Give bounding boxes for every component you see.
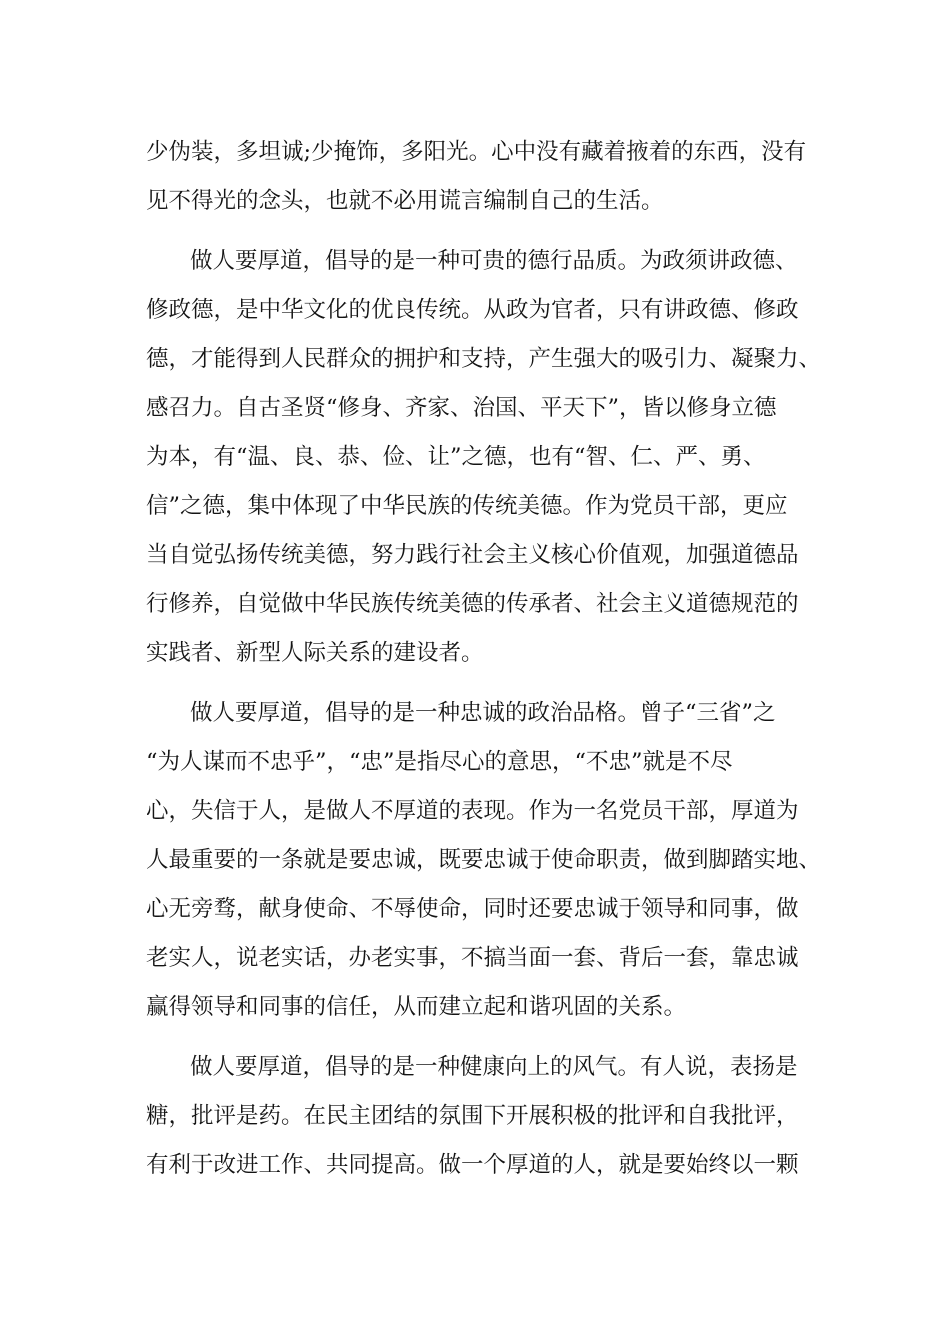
paragraph-1-line-2: 见不得光的念头，也就不必用谎言编制自己的生活。 [146,188,664,214]
paragraph-2-line-5: 为本，有“温、良、恭、俭、让”之德，也有“智、仁、严、勇、 [146,444,766,470]
paragraph-3-line-5: 心无旁骛，献身使命、不辱使命，同时还要忠诚于领导和同事，做 [146,896,799,922]
paragraph-2-line-6: 信”之德，集中体现了中华民族的传统美德。作为党员干部，更应 [146,493,788,519]
paragraph-2-line-8: 行修养，自觉做中华民族传统美德的传承者、社会主义道德规范的 [146,591,799,617]
paragraph-3-line-6: 老实人，说老实话，办老实事，不搞当面一套、背后一套，靠忠诚 [146,945,799,971]
paragraph-3-line-7: 赢得领导和同事的信任，从而建立起和谐巩固的关系。 [146,994,687,1020]
paragraph-2-line-9: 实践者、新型人际关系的建设者。 [146,640,484,666]
paragraph-2-line-2: 修政德，是中华文化的优良传统。从政为官者，只有讲政德、修政 [146,297,799,323]
paragraph-4-line-3: 有利于改进工作、共同提高。做一个厚道的人，就是要始终以一颗 [146,1152,799,1178]
paragraph-2-line-1: 做人要厚道，倡导的是一种可贵的德行品质。为政须讲政德、 [190,248,798,274]
paragraph-3-line-3: 心，失信于人，是做人不厚道的表现。作为一名党员干部，厚道为 [146,798,799,824]
paragraph-2-line-4: 感召力。自古圣贤“修身、齐家、治国、平天下”，皆以修身立德 [146,395,777,421]
paragraph-3-line-4: 人最重要的一条就是要忠诚，既要忠诚于使命职责，做到脚踏实地、 [146,847,822,873]
paragraph-1-line-1: 少伪装，多坦诚;少掩饰，多阳光。心中没有藏着掖着的东西，没有 [146,139,807,165]
paragraph-3-line-2: “为人谋而不忠乎”，“忠”是指尽心的意思，“不忠”就是不尽 [146,749,733,775]
paragraph-4-line-1: 做人要厚道，倡导的是一种健康向上的风气。有人说，表扬是 [190,1054,798,1080]
paragraph-4-line-2: 糖，批评是药。在民主团结的氛围下开展积极的批评和自我批评， [146,1103,799,1129]
paragraph-2-line-3: 德，才能得到人民群众的拥护和支持，产生强大的吸引力、凝聚力、 [146,346,822,372]
paragraph-3-line-1: 做人要厚道，倡导的是一种忠诚的政治品格。曾子“三省”之 [190,700,776,726]
paragraph-2-line-7: 当自觉弘扬传统美德，努力践行社会主义核心价值观，加强道德品 [146,542,799,568]
